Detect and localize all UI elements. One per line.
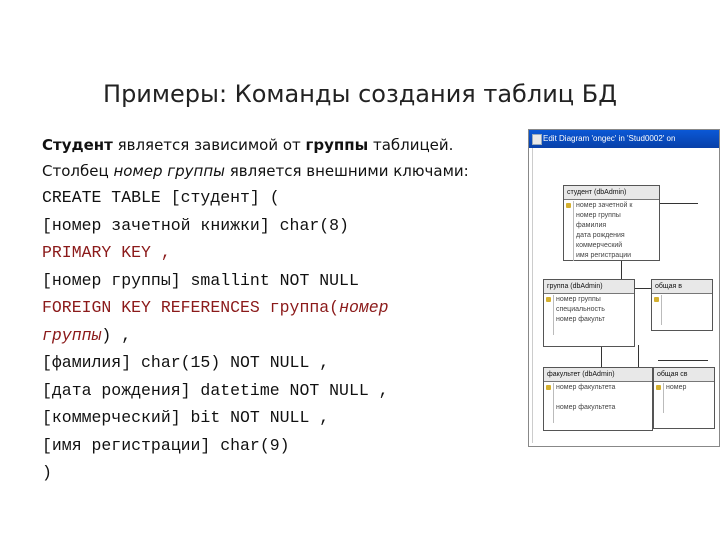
key-icon bbox=[566, 203, 571, 208]
key-icon bbox=[546, 297, 551, 302]
code-ref-group: группы bbox=[42, 325, 102, 345]
code-line-7: [фамилия] char(15) NOT NULL , bbox=[42, 353, 330, 372]
key-icon bbox=[656, 385, 661, 390]
code-line-5 bbox=[42, 294, 522, 322]
row-label: специальность bbox=[556, 306, 605, 313]
row-label: фамилия bbox=[576, 222, 607, 229]
table-student bbox=[563, 185, 660, 261]
diagram-screenshot bbox=[528, 129, 720, 447]
text-dependent: является зависимой от bbox=[112, 136, 306, 154]
table-row bbox=[564, 221, 659, 231]
key-icon bbox=[546, 385, 551, 390]
text-student: Студент bbox=[42, 136, 113, 154]
table-row bbox=[564, 231, 659, 241]
table-row bbox=[544, 403, 652, 413]
key-icon bbox=[654, 297, 659, 302]
diagram-window-title bbox=[529, 130, 719, 148]
table-row bbox=[564, 251, 659, 261]
diagram-canvas bbox=[532, 148, 716, 443]
text-group-number: номер группы bbox=[113, 162, 225, 180]
code-line-2: [номер зачетной книжки] char(8) bbox=[42, 215, 349, 235]
table-row bbox=[544, 315, 634, 325]
table-student-title: студент (dbAdmin) bbox=[564, 186, 659, 200]
table-general-2-title: общая св bbox=[654, 368, 714, 382]
code-line-4: [номер группы] smallint NOT NULL bbox=[42, 270, 359, 290]
row-label: номер зачетной к bbox=[576, 202, 633, 209]
table-row bbox=[564, 241, 659, 251]
code-line-1: CREATE TABLE [студент] ( bbox=[42, 188, 280, 207]
row-label: номер факультета bbox=[556, 384, 616, 391]
table-faculty-title: факультет (dbAdmin) bbox=[544, 368, 652, 382]
diagram-window-title-text: Edit Diagram 'ongec' in 'Stud0002' on bbox=[543, 134, 676, 143]
slide-title: Примеры: Команды создания таблиц БД bbox=[103, 80, 617, 108]
text-foreign-keys: является внешними ключами: bbox=[225, 162, 469, 180]
description-line-1 bbox=[42, 132, 522, 158]
row-label: имя регистрации bbox=[576, 252, 632, 259]
code-line-9: [коммерческий] bit NOT NULL , bbox=[42, 408, 330, 427]
table-general bbox=[651, 279, 713, 331]
table-group bbox=[543, 279, 635, 347]
slide-body bbox=[42, 132, 522, 487]
table-row bbox=[652, 315, 712, 325]
row-label: номер факультета bbox=[556, 404, 616, 411]
diagram-window-icon bbox=[532, 134, 542, 145]
text-column: Столбец bbox=[42, 162, 114, 180]
table-row bbox=[544, 383, 652, 393]
table-row bbox=[564, 211, 659, 221]
code-line-8: [дата рождения] datetime NOT NULL , bbox=[42, 380, 389, 400]
table-row bbox=[544, 295, 634, 305]
table-row bbox=[564, 201, 659, 211]
table-row bbox=[544, 413, 652, 423]
table-general-2 bbox=[653, 367, 715, 429]
table-row bbox=[544, 325, 634, 335]
table-faculty bbox=[543, 367, 653, 431]
row-label: номер группы bbox=[576, 212, 621, 219]
table-row bbox=[544, 305, 634, 315]
table-group-title: группа (dbAdmin) bbox=[544, 280, 634, 294]
description-line-2 bbox=[42, 158, 522, 184]
connector-line bbox=[601, 345, 602, 367]
table-row bbox=[654, 403, 714, 413]
code-line-11: ) bbox=[42, 463, 52, 482]
code-ref-number: номер bbox=[339, 298, 389, 317]
row-label: номер bbox=[666, 384, 687, 391]
connector-line bbox=[638, 345, 639, 367]
text-group: группы bbox=[305, 136, 369, 154]
table-row bbox=[654, 393, 714, 403]
table-general-title: общая в bbox=[652, 280, 712, 294]
code-line-3: PRIMARY KEY , bbox=[42, 243, 171, 262]
code-foreign-key: FOREIGN KEY REFERENCES группа( bbox=[42, 298, 340, 317]
table-row bbox=[652, 305, 712, 315]
table-row bbox=[544, 393, 652, 403]
code-line-6-end: ) , bbox=[101, 325, 132, 345]
table-row bbox=[654, 383, 714, 393]
text-table: таблицей. bbox=[368, 136, 454, 154]
connector-line bbox=[658, 203, 698, 204]
code-line-6 bbox=[42, 322, 522, 350]
row-label: коммерческий bbox=[576, 242, 623, 249]
connector-line bbox=[658, 360, 708, 361]
row-label: номер группы bbox=[556, 296, 601, 303]
row-label: дата рождения bbox=[576, 232, 625, 239]
table-row bbox=[652, 295, 712, 305]
code-line-10: [имя регистрации] char(9) bbox=[42, 435, 290, 455]
row-label: номер факульт bbox=[556, 316, 605, 323]
